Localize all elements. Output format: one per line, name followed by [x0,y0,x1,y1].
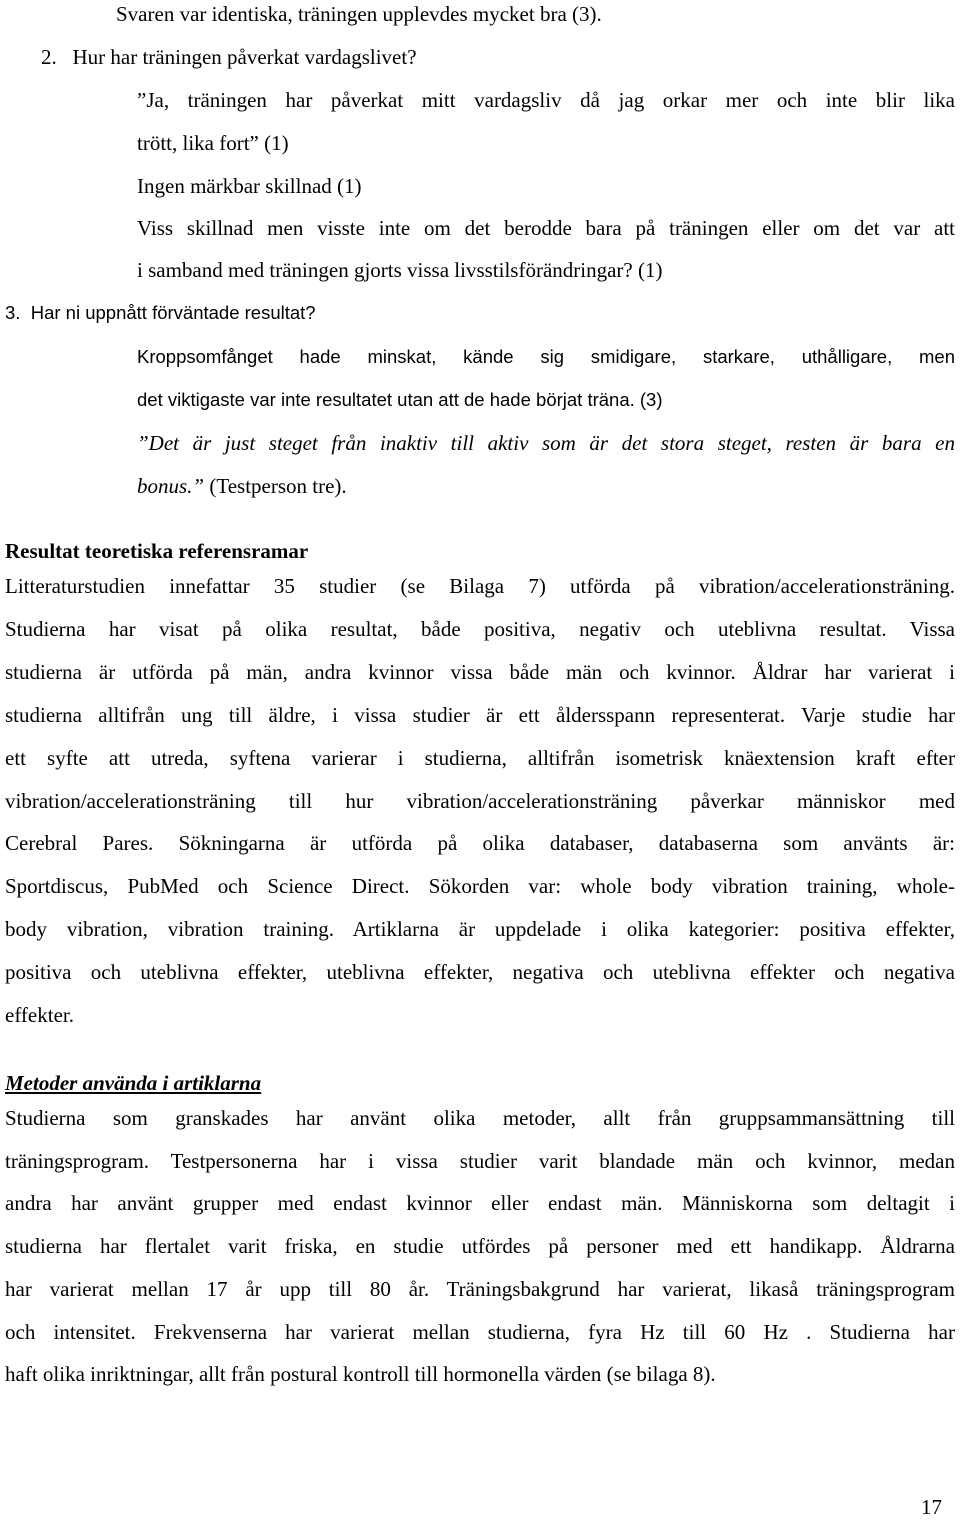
paragraph-line: positiva och uteblivna effekter, uteblivna effekter, negativa och uteblivna effekter och negativa [5,960,955,985]
section-heading-results: Resultat teoretiska referensramar [5,539,309,563]
question-text: Hur har träningen påverkat vardagslivet? [72,45,417,69]
page-number: 17 [921,1495,942,1519]
paragraph-line: studierna alltifrån ung till äldre, i vissa studier är ett åldersspann representerat. Varje studie har [5,702,955,727]
paragraph-line: Cerebral Pares. Sökningarna är utförda på olika databaser, databaserna som använts är: [5,831,955,856]
question-2 [41,44,417,70]
question-text: Har ni uppnått förväntade resultat? [30,302,316,323]
paragraph-line: Litteraturstudien innefattar 35 studier (se Bilaga 7) utförda på vibration/accelerationsträning. [5,574,955,598]
answer-line: ”Ja, träningen har påverkat mitt vardagsliv då jag orkar mer och inte blir lika [137,88,955,112]
section-heading-methods: Metoder använda i artiklarna [5,1071,262,1095]
paragraph-line: body vibration, vibration training. Artiklarna är uppdelade i olika kategorier: positiva effekter, [5,917,955,942]
paragraph-line: Sportdiscus, PubMed och Science Direct. Sökorden var: whole body vibration training, whole- [5,874,955,899]
question-number: 2. [41,45,57,69]
paragraph-line: Studierna har visat på olika resultat, både positiva, negativ och uteblivna resultat. Vissa [5,616,955,641]
answer-line: Kroppsomfånget hade minskat, kände sig smidigare, starkare, uthålligare, men [137,346,955,367]
paragraph-line: haft olika inriktningar, allt från postural kontroll till hormonella värden (se bilaga 8). [5,1362,716,1387]
answer-line: Viss skillnad men visste inte om det berodde bara på träningen eller om det var att [137,216,955,240]
paragraph-line: träningsprogram. Testpersonerna har i vissa studier varit blandade män och kvinnor, medan [5,1148,955,1173]
paragraph-line: ett syfte att utreda, syftena varierar i studierna, alltifrån isometrisk knäextension kraft efter [5,745,955,770]
paragraph-line: vibration/accelerationsträning till hur vibration/accelerationsträning påverkar människor med [5,788,955,813]
answer-line: trött, lika fort” (1) [137,131,289,155]
quote-line-end [137,473,347,499]
paragraph-line: har varierat mellan 17 år upp till 80 år. Träningsbakgrund har varierat, likaså träningsprogram [5,1276,955,1301]
answer-line: Ingen märkbar skillnad (1) [137,174,362,198]
quote-text: bonus.” [137,474,205,498]
paragraph-line: studierna har flertalet varit friska, en studie utfördes på personer med ett handikapp. Åldrarna [5,1234,955,1259]
paragraph-line: och intensitet. Frekvenserna har varierat mellan studierna, fyra Hz till 60 Hz . Studierna har [5,1319,955,1344]
question-3 [5,300,316,326]
answer-line: i samband med träningen gjorts vissa livsstilsförändringar? (1) [137,258,663,282]
quote-attribution: (Testperson tre). [209,474,347,498]
paragraph-line: studierna är utförda på män, andra kvinnor vissa både män och kvinnor. Åldrar har varierat i [5,659,955,684]
question-number: 3. [5,302,21,323]
answer-summary: Svaren var identiska, träningen upplevdes mycket bra (3). [116,2,602,26]
answer-line: det viktigaste var inte resultatet utan att de hade börjat träna. (3) [137,389,663,410]
quote-line: ”Det är just steget från inaktiv till aktiv som är det stora steget, resten är bara en [137,431,955,455]
paragraph-line: effekter. [5,1003,74,1027]
paragraph-line: Studierna som granskades har använt olika metoder, allt från gruppsammansättning till [5,1106,955,1130]
paragraph-line: andra har använt grupper med endast kvinnor eller endast män. Människorna som deltagit i [5,1191,955,1216]
